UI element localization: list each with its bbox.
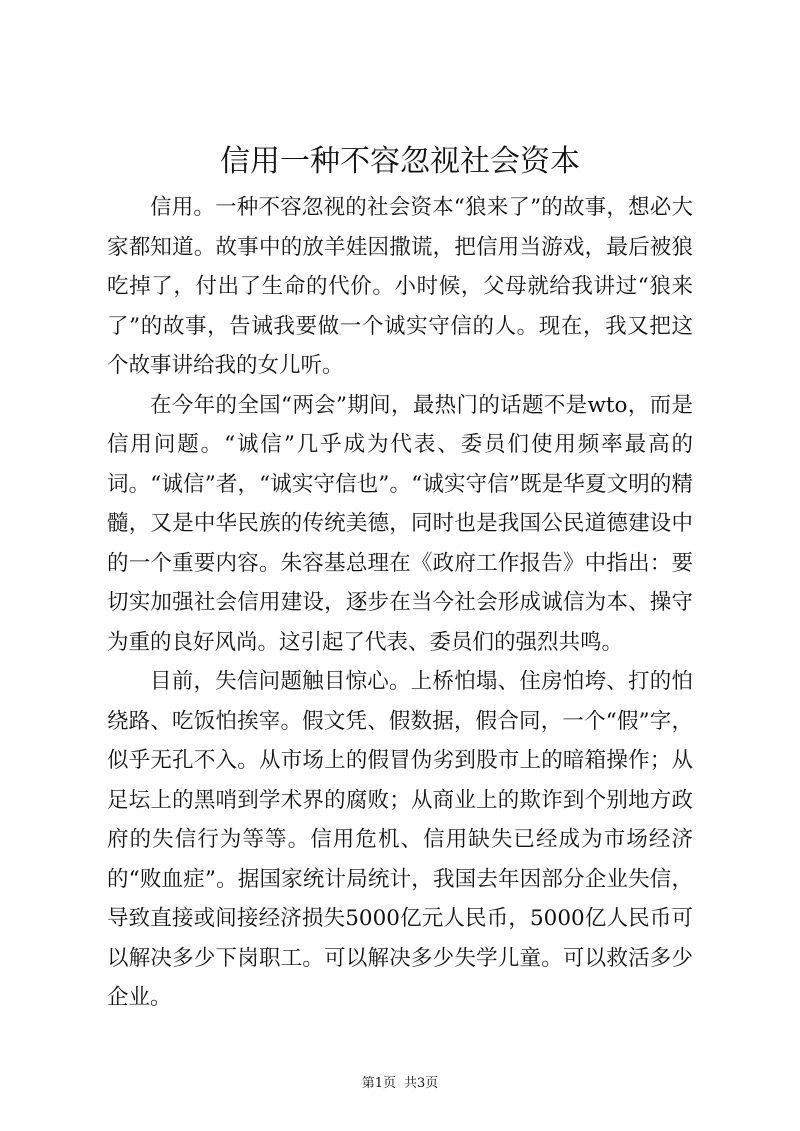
document-body [107,188,693,1018]
paragraph-3: 目前，失信问题触目惊心。上桥怕塌、住房怕垮、打的怕绕路、吃饭怕挨宰。假文凭、假数据，假合同，一个“假”字，似乎无孔不入。从市场上的假冒伪劣到股市上的暗箱操作；从足坛上的黑哨到学术界的腐败；从商业上的欺诈到个别地方政府的失信行为等等。信用危机、信用缺失已经成为市场经济的“败血症”。据国家统计局统计，我国去年因部分企业失信，导致直接或间接经济损失5000亿元人民币，5000亿人民币可以解决多少下岗职工。可以解决多少失学儿童。可以救活多少企业。 [107,669,693,1010]
page-footer [0,1075,800,1093]
paragraph-1: 信用。一种不容忽视的社会资本“狼来了”的故事，想必大家都知道。故事中的放羊娃因撒谎，把信用当游戏，最后被狼吃掉了，付出了生命的代价。小时候，父母就给我讲过“狼来了”的故事，告诫我要做一个诚实守信的人。现在，我又把这个故事讲给我的女儿听。 [107,195,693,378]
page-number: 第1页 [361,1076,396,1091]
page-title: 信用一种不容忽视社会资本 [220,144,580,179]
paragraph-2: 在今年的全国“两会”期间，最热门的话题不是wto，而是信用问题。“诚信”几乎成为代表、委员们使用频率最高的词。“诚信”者，“诚实守信也”。“诚实守信”既是华夏文明的精髓，又是中华民族的传统美德，同时也是我国公民道德建设中的一个重要内容。朱容基总理在《政府工作报告》中指出：要切实加强社会信用建设，逐步在当今社会形成诚信为本、操守为重的良好风尚。这引起了代表、委员们的强烈共鸣。 [107,392,693,655]
page-total: 共3页 [404,1076,439,1091]
